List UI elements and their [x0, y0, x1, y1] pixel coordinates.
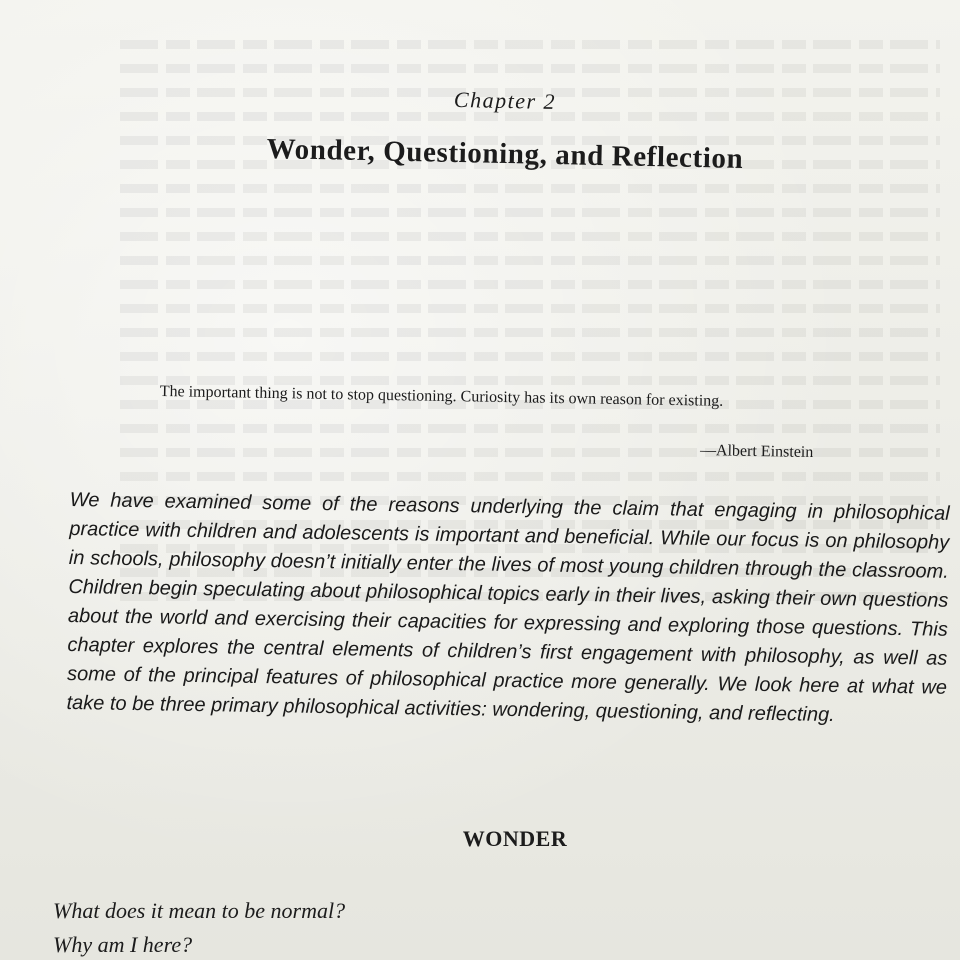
wonder-question: What does it mean to be normal?	[53, 898, 346, 923]
chapter-number: Chapter 2	[453, 86, 557, 115]
body-paragraph: We have examined some of the reasons underlying the claim that engaging in philosophical practice with children and adolescents is important and beneficial. While our focus is on philosophy in schools, philosophy doesn’t initially enter the lives of most young children through the classroom. Children begin speculating about philosophical topics early in their lives, asking their own questions about the world and exercising their capacities for expressing and exploring those questions. This chapter explores the central elements of children’s first engagement with philosophy, as well as some of the principal features of philosophical practice more generally. We look here at what we take to be three primary philosophical activities: wondering, questioning, and reflecting.	[66, 488, 950, 727]
wonder-question: Why am I here?	[53, 932, 193, 957]
chapter-title: Wonder, Questioning, and Reflection	[266, 133, 744, 175]
section-heading: WONDER	[462, 826, 568, 851]
epigraph-attribution: —Albert Einstein	[699, 442, 814, 461]
epigraph-quote: The important thing is not to stop questioning. Curiosity has its own reason for existing.	[159, 382, 724, 410]
